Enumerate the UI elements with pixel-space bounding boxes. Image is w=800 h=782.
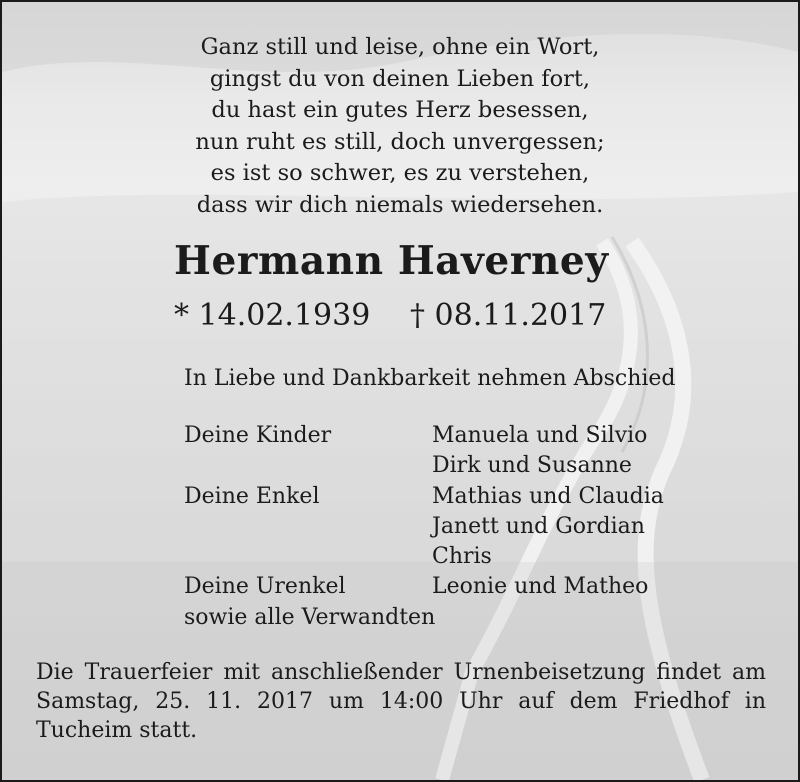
- poem-line: dass wir dich niemals wiedersehen.: [196, 191, 604, 218]
- poem-line: gingst du von deinen Lieben fort,: [209, 65, 591, 92]
- mourner-relation: Deine Kinder: [184, 423, 332, 448]
- mourner-names: Dirk und Susanne: [432, 453, 632, 479]
- poem-line: es ist so schwer, es zu verstehen,: [210, 160, 590, 186]
- poem-line: du hast ein gutes Herz besessen,: [211, 97, 589, 123]
- mourner-relation: Deine Enkel: [184, 483, 320, 509]
- farewell-line: In Liebe und Dankbarkeit nehmen Abschied: [184, 366, 676, 391]
- mourner-names: Janett und Gordian: [432, 513, 645, 539]
- mourner-relation: sowie alle Verwandten: [184, 604, 436, 630]
- poem-line: Ganz still und leise, ohne ein Wort,: [200, 34, 600, 60]
- ceremony-notice: Die Trauerfeier mit anschließender Urnenbeisetzung findet am Samstag, 25. 11. 2017 um 14:00 Uhr auf dem Friedhof in Tucheim statt.: [36, 660, 766, 743]
- deceased-name: Hermann Haverney: [174, 238, 609, 284]
- birth-date: * 14.02.1939: [174, 298, 371, 333]
- mourner-names: Manuela und Silvio: [432, 423, 648, 448]
- mourner-names: Mathias und Claudia: [432, 483, 664, 509]
- mourner-relation: Deine Urenkel: [184, 574, 346, 600]
- death-date: † 08.11.2017: [410, 298, 607, 333]
- poem-line: nun ruht es still, doch unvergessen;: [195, 128, 605, 155]
- memorial-poem: [2, 32, 798, 221]
- mourner-names: Chris: [432, 544, 492, 570]
- mourner-names: Leonie und Matheo: [432, 574, 649, 600]
